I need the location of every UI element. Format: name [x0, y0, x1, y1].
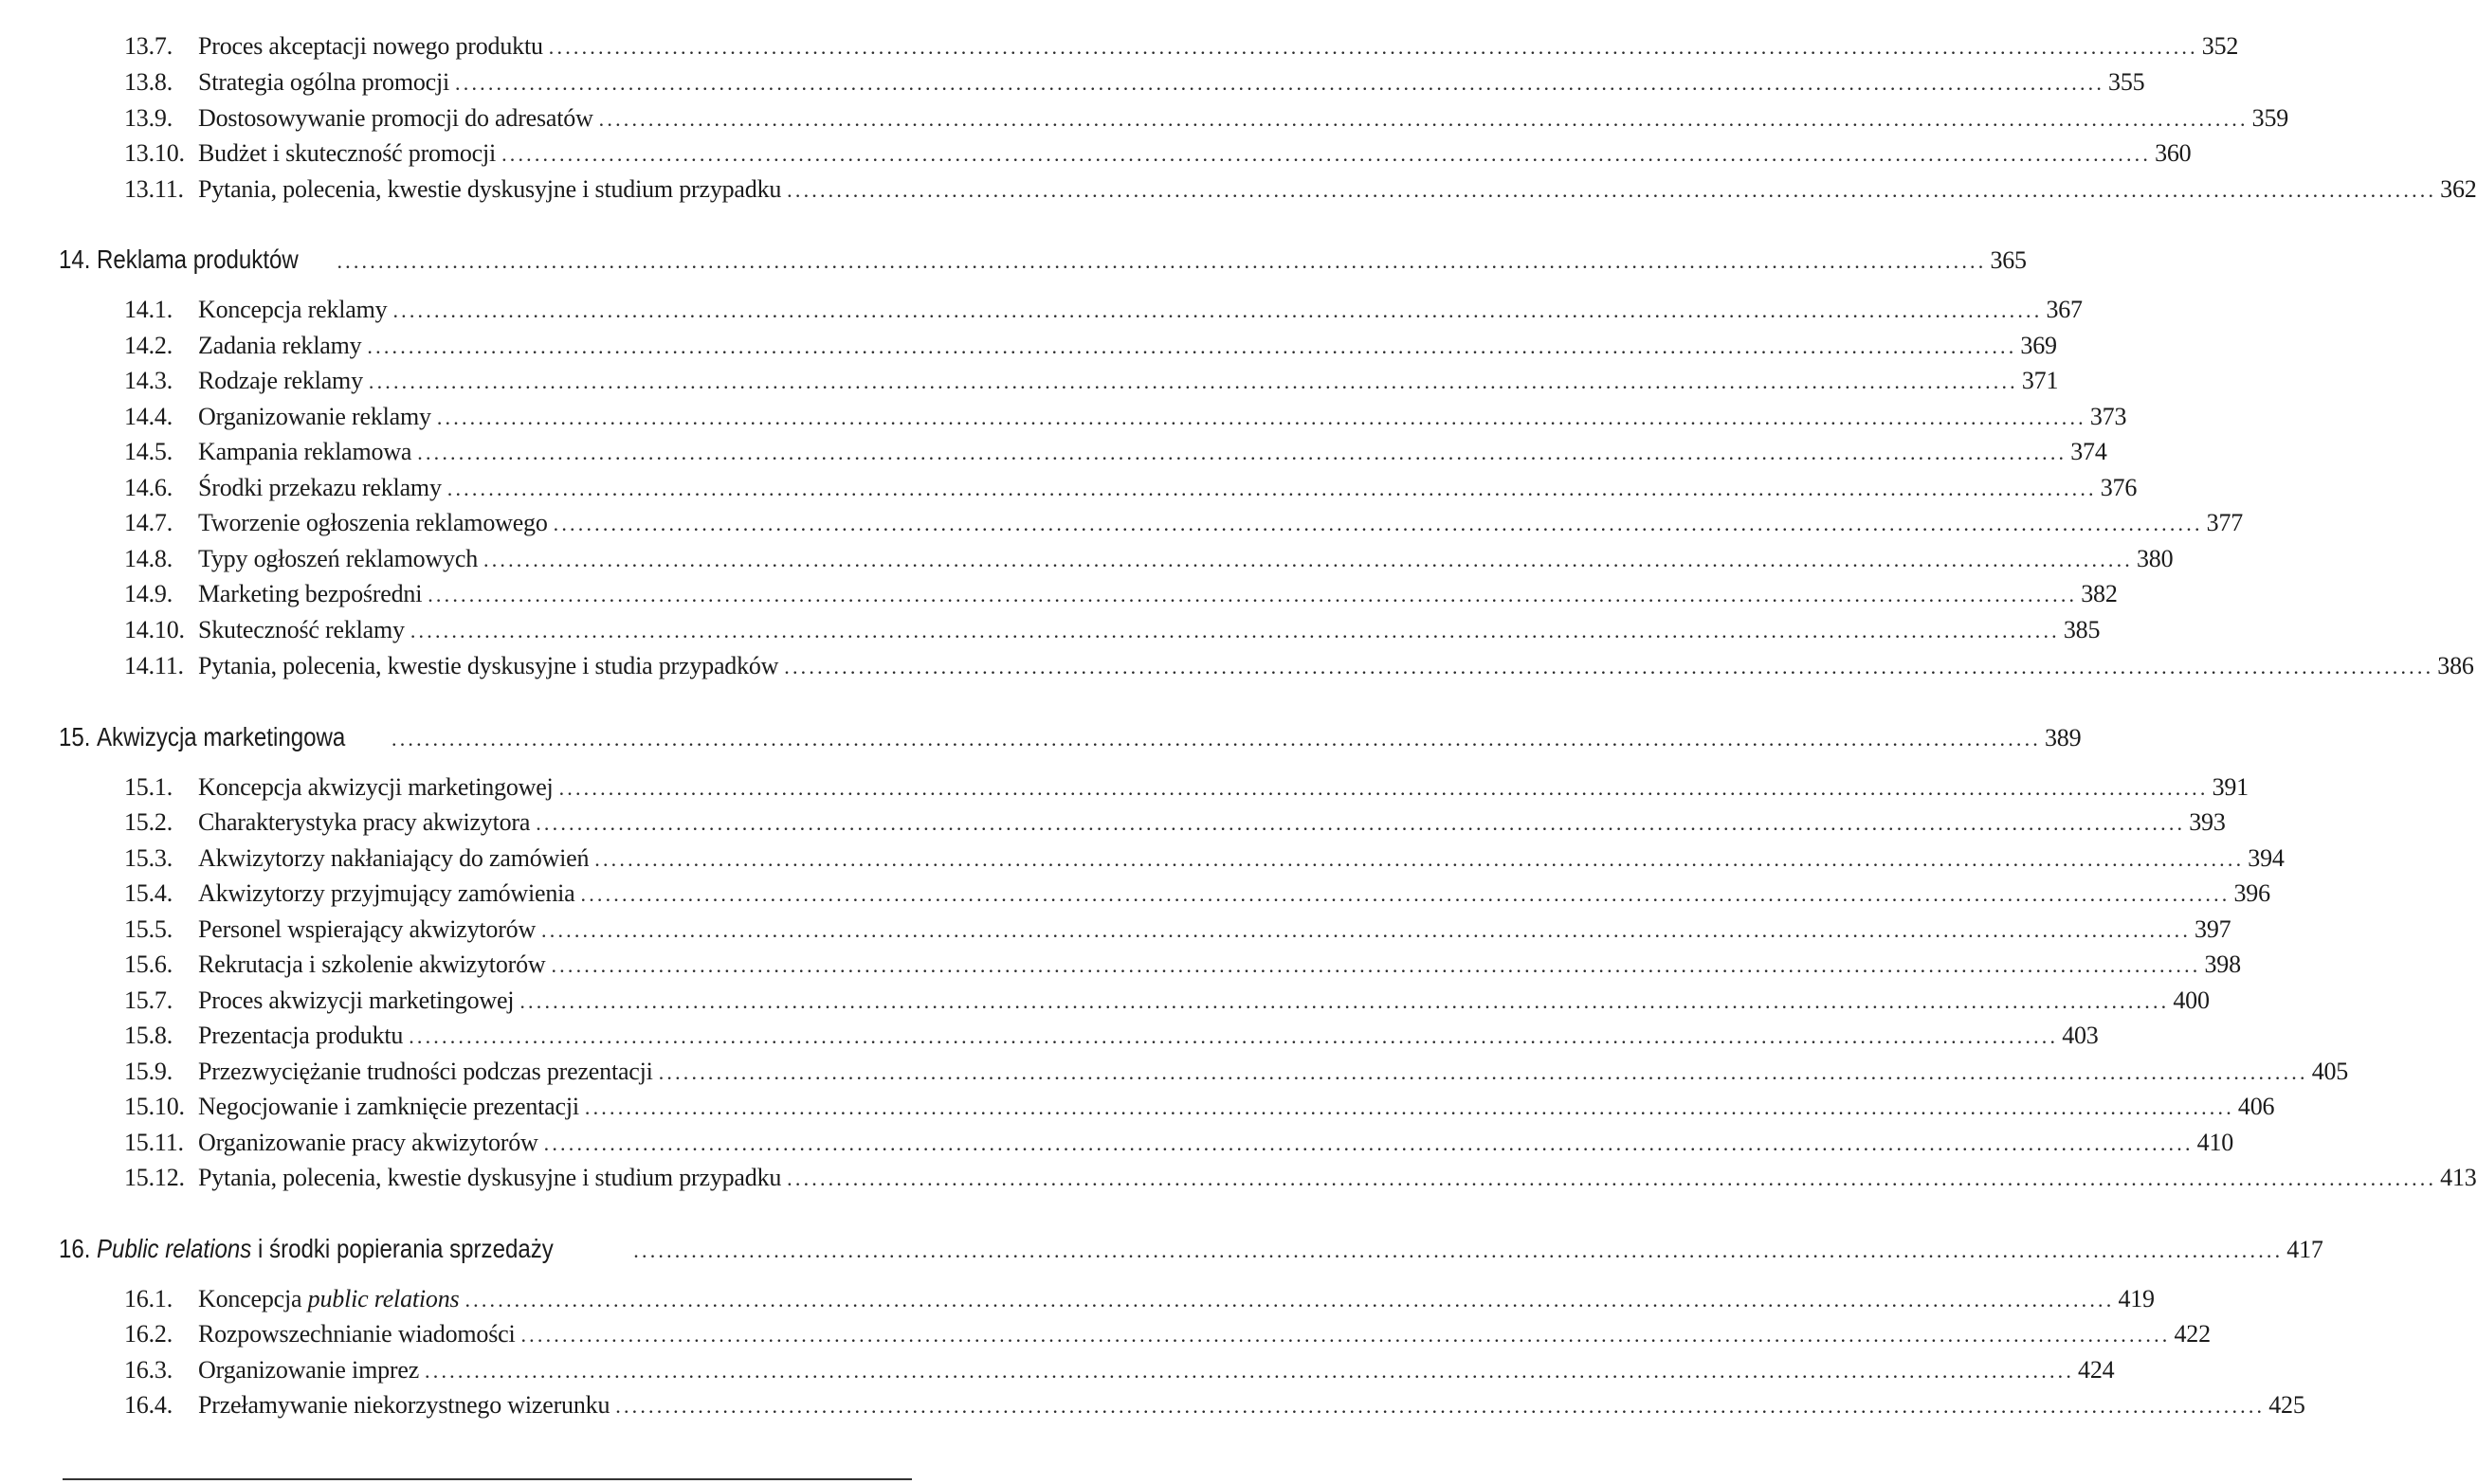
- entry-title: Koncepcja public relations: [198, 1285, 460, 1312]
- entry-title: Pytania, polecenia, kwestie dyskusyjne i studium przypadku: [198, 175, 782, 203]
- toc-section-entry[interactable]: [124, 1320, 2211, 1348]
- dot-leader: ........................................................................................................................................................................................................: [536, 811, 2186, 835]
- entry-title: Charakterystyka pracy akwizytora: [198, 808, 531, 836]
- entry-number: 15.12.: [124, 1164, 185, 1191]
- dot-leader: ........................................................................................................................................................................................................: [519, 989, 2170, 1013]
- entry-number: 16.: [59, 1234, 91, 1263]
- toc-section-entry[interactable]: [124, 474, 2138, 502]
- entry-page-number: 398: [2204, 950, 2241, 978]
- dot-leader: ........................................................................................................................................................................................................: [368, 370, 2018, 393]
- dot-leader: ........................................................................................................................................................................................................: [594, 847, 2245, 871]
- dot-leader: ........................................................................................................................................................................................................: [337, 249, 1987, 273]
- entry-title: Skuteczność reklamy: [198, 616, 405, 643]
- toc-section-entry[interactable]: [124, 879, 2270, 908]
- toc-chapter-entry[interactable]: [59, 722, 2082, 752]
- dot-leader: ........................................................................................................................................................................................................: [598, 107, 2249, 131]
- entry-title: Strategia ogólna promocji: [198, 68, 450, 96]
- dot-leader: ........................................................................................................................................................................................................: [436, 406, 2086, 429]
- toc-section-entry[interactable]: [124, 1391, 2305, 1420]
- entry-page-number: 405: [2311, 1058, 2349, 1085]
- entry-number: 15.3.: [124, 844, 173, 872]
- entry-page-number: 391: [2212, 773, 2249, 801]
- dot-leader: ........................................................................................................................................................................................................: [558, 776, 2209, 800]
- entry-title: Organizowanie pracy akwizytorów: [198, 1129, 538, 1156]
- entry-number: 14.9.: [124, 580, 173, 607]
- entry-page-number: 400: [2173, 986, 2210, 1014]
- entry-title: Rodzaje reklamy: [198, 367, 363, 394]
- dot-leader: ........................................................................................................................................................................................................: [417, 441, 2067, 464]
- dot-leader: ........................................................................................................................................................................................................: [543, 1131, 2194, 1155]
- dot-leader: ........................................................................................................................................................................................................: [615, 1394, 2266, 1418]
- entry-page-number: 386: [2437, 652, 2474, 679]
- entry-title: Koncepcja akwizycji marketingowej: [198, 773, 554, 801]
- entry-number: 14.7.: [124, 509, 173, 536]
- toc-section-entry[interactable]: [124, 438, 2107, 466]
- dot-leader: ........................................................................................................................................................................................................: [787, 1167, 2437, 1190]
- entry-number: 13.7.: [124, 32, 173, 60]
- entry-number: 15.9.: [124, 1058, 173, 1085]
- toc-section-entry[interactable]: [124, 68, 2145, 97]
- dot-leader: ........................................................................................................................................................................................................: [633, 1239, 2284, 1262]
- entry-number: 14.8.: [124, 545, 173, 572]
- toc-section-entry[interactable]: [124, 616, 2101, 644]
- entry-title: Public relations i środki popierania sprzedaży: [97, 1234, 554, 1263]
- entry-page-number: 403: [2062, 1022, 2099, 1049]
- entry-title: Budżet i skuteczność promocji: [198, 139, 497, 167]
- entry-page-number: 419: [2118, 1285, 2155, 1312]
- entry-title: Akwizycja marketingowa: [97, 722, 346, 751]
- entry-number: 15.5.: [124, 915, 173, 943]
- dot-leader: ........................................................................................................................................................................................................: [787, 178, 2437, 202]
- entry-number: 15.4.: [124, 879, 173, 907]
- entry-title: Personel wspierający akwizytorów: [198, 915, 537, 943]
- dot-leader: ........................................................................................................................................................................................................: [464, 1288, 2115, 1312]
- entry-page-number: 362: [2440, 175, 2477, 203]
- toc-section-entry[interactable]: [124, 175, 2477, 204]
- toc-section-entry[interactable]: [124, 986, 2210, 1015]
- entry-number: 13.8.: [124, 68, 173, 96]
- entry-title: Proces akceptacji nowego produktu: [198, 32, 543, 60]
- toc-section-entry[interactable]: [124, 332, 2057, 360]
- entry-title: Negocjowanie i zamknięcie prezentacji: [198, 1093, 579, 1120]
- entry-title: Proces akwizycji marketingowej: [198, 986, 515, 1014]
- toc-section-entry[interactable]: [124, 915, 2231, 944]
- toc-section-entry[interactable]: [124, 1356, 2115, 1384]
- entry-title: Koncepcja reklamy: [198, 296, 388, 323]
- entry-number: 15.7.: [124, 986, 173, 1014]
- toc-section-entry[interactable]: [124, 1058, 2349, 1086]
- dot-leader: ........................................................................................................................................................................................................: [658, 1060, 2308, 1084]
- toc-section-entry[interactable]: [124, 403, 2127, 431]
- entry-title: Akwizytorzy przyjmujący zamówienia: [198, 879, 575, 907]
- entry-number: 14.6.: [124, 474, 173, 501]
- toc-section-entry[interactable]: [124, 1022, 2099, 1050]
- dot-leader: ........................................................................................................................................................................................................: [584, 1095, 2234, 1119]
- entry-number: 14.10.: [124, 616, 185, 643]
- entry-page-number: 369: [2020, 332, 2057, 359]
- entry-title: Typy ogłoszeń reklamowych: [198, 545, 478, 572]
- entry-number: 15.10.: [124, 1093, 185, 1120]
- entry-page-number: 417: [2286, 1236, 2323, 1263]
- entry-number: 15.2.: [124, 808, 173, 836]
- entry-number: 16.2.: [124, 1320, 173, 1348]
- toc-section-entry[interactable]: [124, 545, 2174, 573]
- dot-leader: ........................................................................................................................................................................................................: [483, 548, 2133, 571]
- dot-leader: ........................................................................................................................................................................................................: [367, 335, 2017, 358]
- entry-page-number: 352: [2201, 32, 2239, 60]
- entry-number: 13.9.: [124, 104, 173, 132]
- dot-leader: ........................................................................................................................................................................................................: [425, 1359, 2075, 1383]
- entry-number: 15.: [59, 722, 91, 751]
- entry-page-number: 367: [2046, 296, 2083, 323]
- toc-section-entry[interactable]: [124, 950, 2241, 979]
- toc-section-entry[interactable]: [124, 652, 2474, 680]
- entry-page-number: 410: [2196, 1129, 2234, 1156]
- entry-title: Marketing bezpośredni: [198, 580, 423, 607]
- dot-leader: ........................................................................................................................................................................................................: [548, 35, 2198, 59]
- entry-title: Reklama produktów: [97, 244, 299, 274]
- entry-title: Prezentacja produktu: [198, 1022, 404, 1049]
- entry-page-number: 422: [2174, 1320, 2211, 1348]
- entry-number: 14.4.: [124, 403, 173, 430]
- toc-section-entry[interactable]: [124, 1164, 2477, 1192]
- entry-page-number: 374: [2070, 438, 2107, 465]
- dot-leader: ........................................................................................................................................................................................................: [392, 299, 2043, 322]
- entry-page-number: 377: [2206, 509, 2244, 536]
- entry-title: Tworzenie ogłoszenia reklamowego: [198, 509, 548, 536]
- entry-title: Organizowanie reklamy: [198, 403, 431, 430]
- toc-section-entry[interactable]: [124, 104, 2289, 133]
- entry-number: 16.1.: [124, 1285, 173, 1312]
- toc-section-entry[interactable]: [124, 296, 2083, 324]
- dot-leader: ........................................................................................................................................................................................................: [580, 882, 2231, 906]
- toc-section-entry[interactable]: [124, 367, 2059, 395]
- toc-section-entry[interactable]: [124, 773, 2249, 802]
- entry-page-number: 355: [2108, 68, 2145, 96]
- toc-section-entry[interactable]: [124, 844, 2285, 873]
- entry-title: Przezwyciężanie trudności podczas prezentacji: [198, 1058, 653, 1085]
- toc-chapter-entry[interactable]: [59, 244, 2027, 275]
- toc-section-entry[interactable]: [124, 32, 2239, 61]
- toc-section-entry[interactable]: [124, 1129, 2234, 1157]
- entry-page-number: 394: [2248, 844, 2285, 872]
- toc-section-entry[interactable]: [124, 509, 2244, 537]
- entry-title: Akwizytorzy nakłaniający do zamówień: [198, 844, 590, 872]
- bottom-rule: [63, 1478, 912, 1480]
- toc-chapter-entry[interactable]: [59, 1234, 2323, 1264]
- entry-number: 13.11.: [124, 175, 184, 203]
- dot-leader: ........................................................................................................................................................................................................: [392, 727, 2041, 751]
- entry-number: 14.11.: [124, 652, 184, 679]
- dot-leader: ........................................................................................................................................................................................................: [446, 477, 2097, 500]
- entry-page-number: 385: [2063, 616, 2101, 643]
- dot-leader: ........................................................................................................................................................................................................: [409, 1024, 2059, 1048]
- entry-number: 16.4.: [124, 1391, 173, 1419]
- entry-title: Kampania reklamowa: [198, 438, 412, 465]
- entry-page-number: 413: [2440, 1164, 2477, 1191]
- entry-number: 14.: [59, 244, 91, 274]
- entry-page-number: 396: [2233, 879, 2270, 907]
- toc-section-entry[interactable]: [124, 1093, 2275, 1121]
- dot-leader: ........................................................................................................................................................................................................: [551, 953, 2201, 977]
- entry-number: 15.1.: [124, 773, 173, 801]
- entry-page-number: 380: [2137, 545, 2174, 572]
- entry-page-number: 365: [1990, 246, 2027, 274]
- dot-leader: ........................................................................................................................................................................................................: [784, 655, 2434, 679]
- entry-page-number: 376: [2100, 474, 2138, 501]
- entry-title: Pytania, polecenia, kwestie dyskusyjne i studium przypadku: [198, 1164, 782, 1191]
- entry-title: Przełamywanie niekorzystnego wizerunku: [198, 1391, 610, 1419]
- entry-title: Rozpowszechnianie wiadomości: [198, 1320, 516, 1348]
- dot-leader: ........................................................................................................................................................................................................: [455, 71, 2105, 95]
- entry-page-number: 393: [2189, 808, 2226, 836]
- entry-title: Organizowanie imprez: [198, 1356, 420, 1384]
- entry-number: 15.6.: [124, 950, 173, 978]
- entry-page-number: 389: [2045, 724, 2082, 751]
- entry-page-number: 397: [2195, 915, 2231, 943]
- dot-leader: ........................................................................................................................................................................................................: [553, 512, 2203, 535]
- entry-page-number: 360: [2155, 139, 2192, 167]
- entry-number: 13.10.: [124, 139, 185, 167]
- toc-section-entry[interactable]: [124, 808, 2226, 837]
- entry-title: Środki przekazu reklamy: [198, 474, 442, 501]
- toc-section-entry[interactable]: [124, 580, 2118, 608]
- entry-number: 14.1.: [124, 296, 173, 323]
- entry-title: Dostosowywanie promocji do adresatów: [198, 104, 593, 132]
- entry-page-number: 359: [2251, 104, 2289, 132]
- entry-page-number: 382: [2081, 580, 2118, 607]
- entry-page-number: 406: [2237, 1093, 2275, 1120]
- entry-number: 14.5.: [124, 438, 173, 465]
- entry-page-number: 373: [2089, 403, 2127, 430]
- entry-number: 15.11.: [124, 1129, 184, 1156]
- dot-leader: ........................................................................................................................................................................................................: [410, 619, 2060, 642]
- entry-number: 14.3.: [124, 367, 173, 394]
- entry-title: Rekrutacja i szkolenie akwizytorów: [198, 950, 546, 978]
- dot-leader: ........................................................................................................................................................................................................: [520, 1323, 2171, 1347]
- entry-number: 15.8.: [124, 1022, 173, 1049]
- toc-section-entry[interactable]: [124, 139, 2192, 168]
- entry-page-number: 424: [2078, 1356, 2115, 1384]
- entry-page-number: 425: [2268, 1391, 2305, 1419]
- entry-page-number: 371: [2021, 367, 2059, 394]
- entry-number: 16.3.: [124, 1356, 173, 1384]
- dot-leader: ........................................................................................................................................................................................................: [501, 142, 2152, 166]
- entry-title: Pytania, polecenia, kwestie dyskusyjne i studia przypadków: [198, 652, 779, 679]
- dot-leader: ........................................................................................................................................................................................................: [428, 583, 2078, 606]
- dot-leader: ........................................................................................................................................................................................................: [541, 918, 2192, 942]
- entry-number: 14.2.: [124, 332, 173, 359]
- entry-title: Zadania reklamy: [198, 332, 362, 359]
- toc-section-entry[interactable]: [124, 1285, 2155, 1313]
